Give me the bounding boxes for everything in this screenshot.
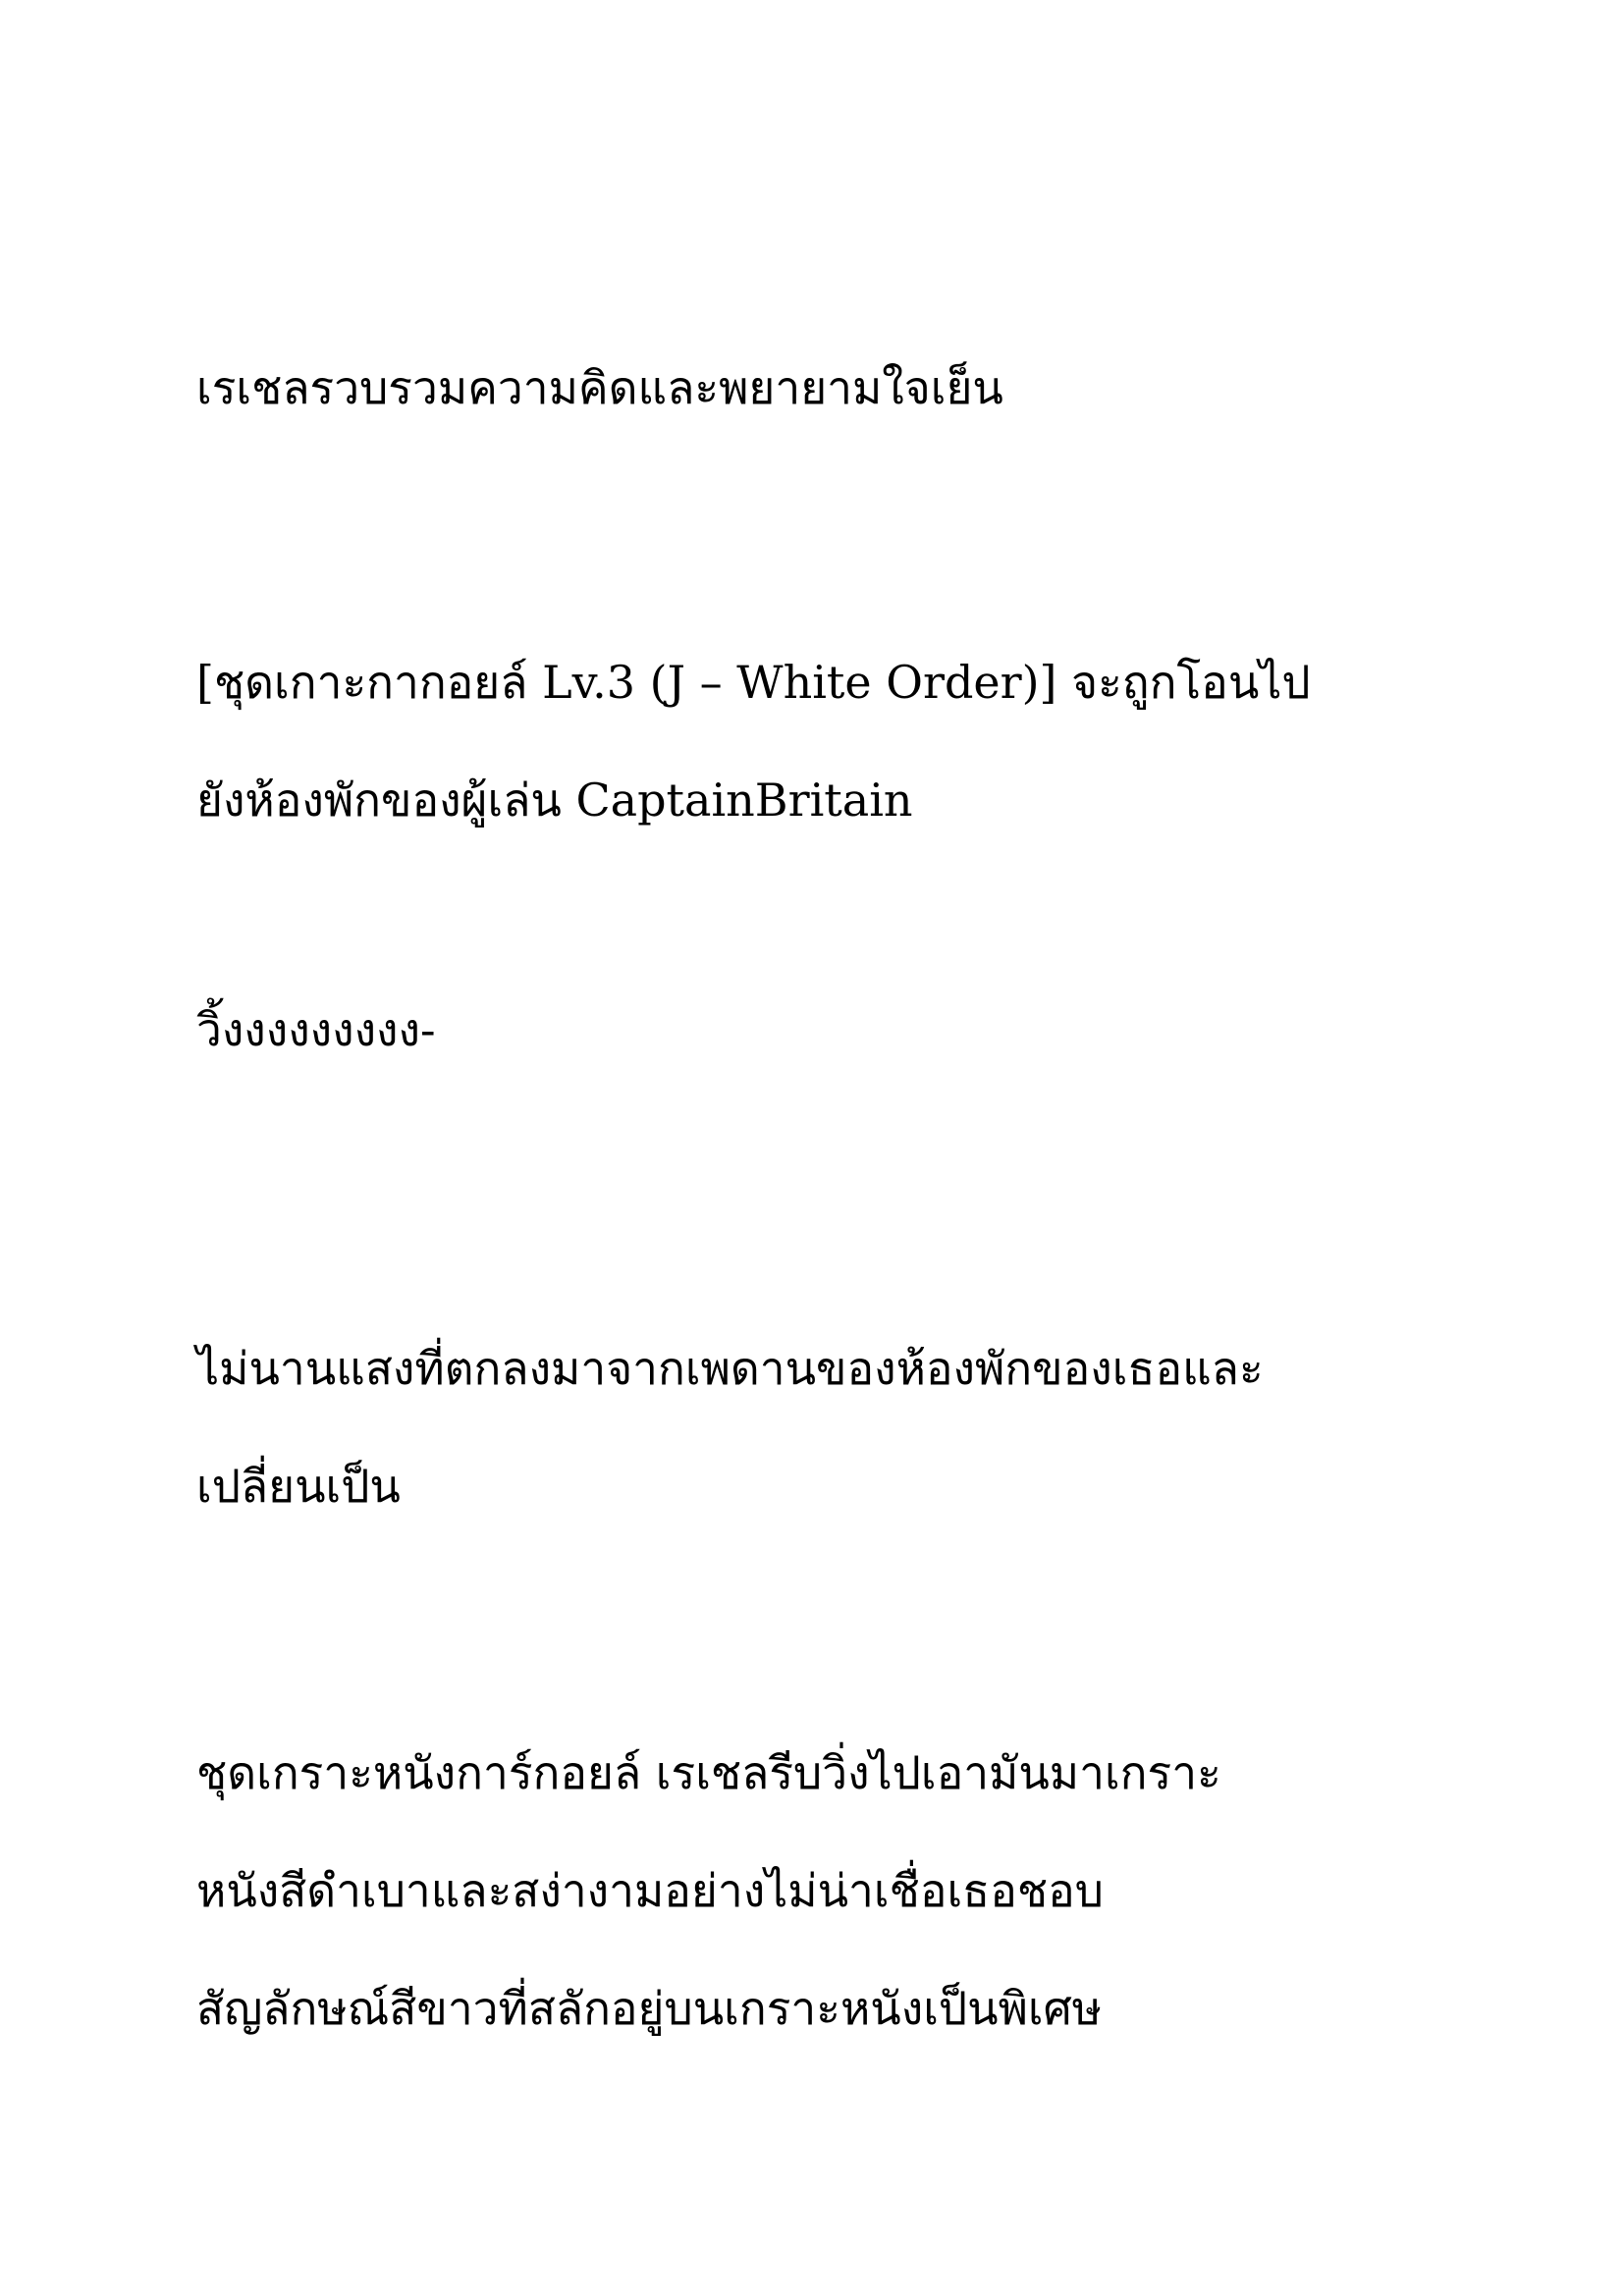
- paragraph-2-line-1: [ชุดเกาะกากอยล์ Lv.3 (J – White Order)] จะถูกโอนไป: [196, 656, 1311, 709]
- paragraph-5-line-2: หนังสีดำเบาและสง่างามอย่างไม่น่าเชื่อเธอชอบ: [196, 1864, 1104, 1917]
- paragraph-4-line-1: ไม่นานแสงที่ตกลงมาจากเพดานของห้องพักของเธอและ: [196, 1342, 1264, 1395]
- paragraph-5-line-1: ชุดเกราะหนังการ์กอยล์ เรเชลรีบวิ่งไปเอามันมาเกราะ: [196, 1746, 1221, 1799]
- paragraph-4-line-2: เปลี่ยนเป็น: [196, 1460, 401, 1513]
- paragraph-2-line-2: ยังห้องพักของผู้เล่น CaptainBritain: [196, 774, 913, 827]
- paragraph-3-line-1: วิ้งงงงงงงงง-: [196, 1003, 436, 1056]
- paragraph-5-line-3: สัญลักษณ์สีขาวที่สลักอยู่บนเกราะหนังเป็นพิเศษ: [196, 1982, 1103, 2035]
- paragraph-1-line-1: เรเชลรวบรวมความคิดและพยายามใจเย็น: [196, 361, 1003, 414]
